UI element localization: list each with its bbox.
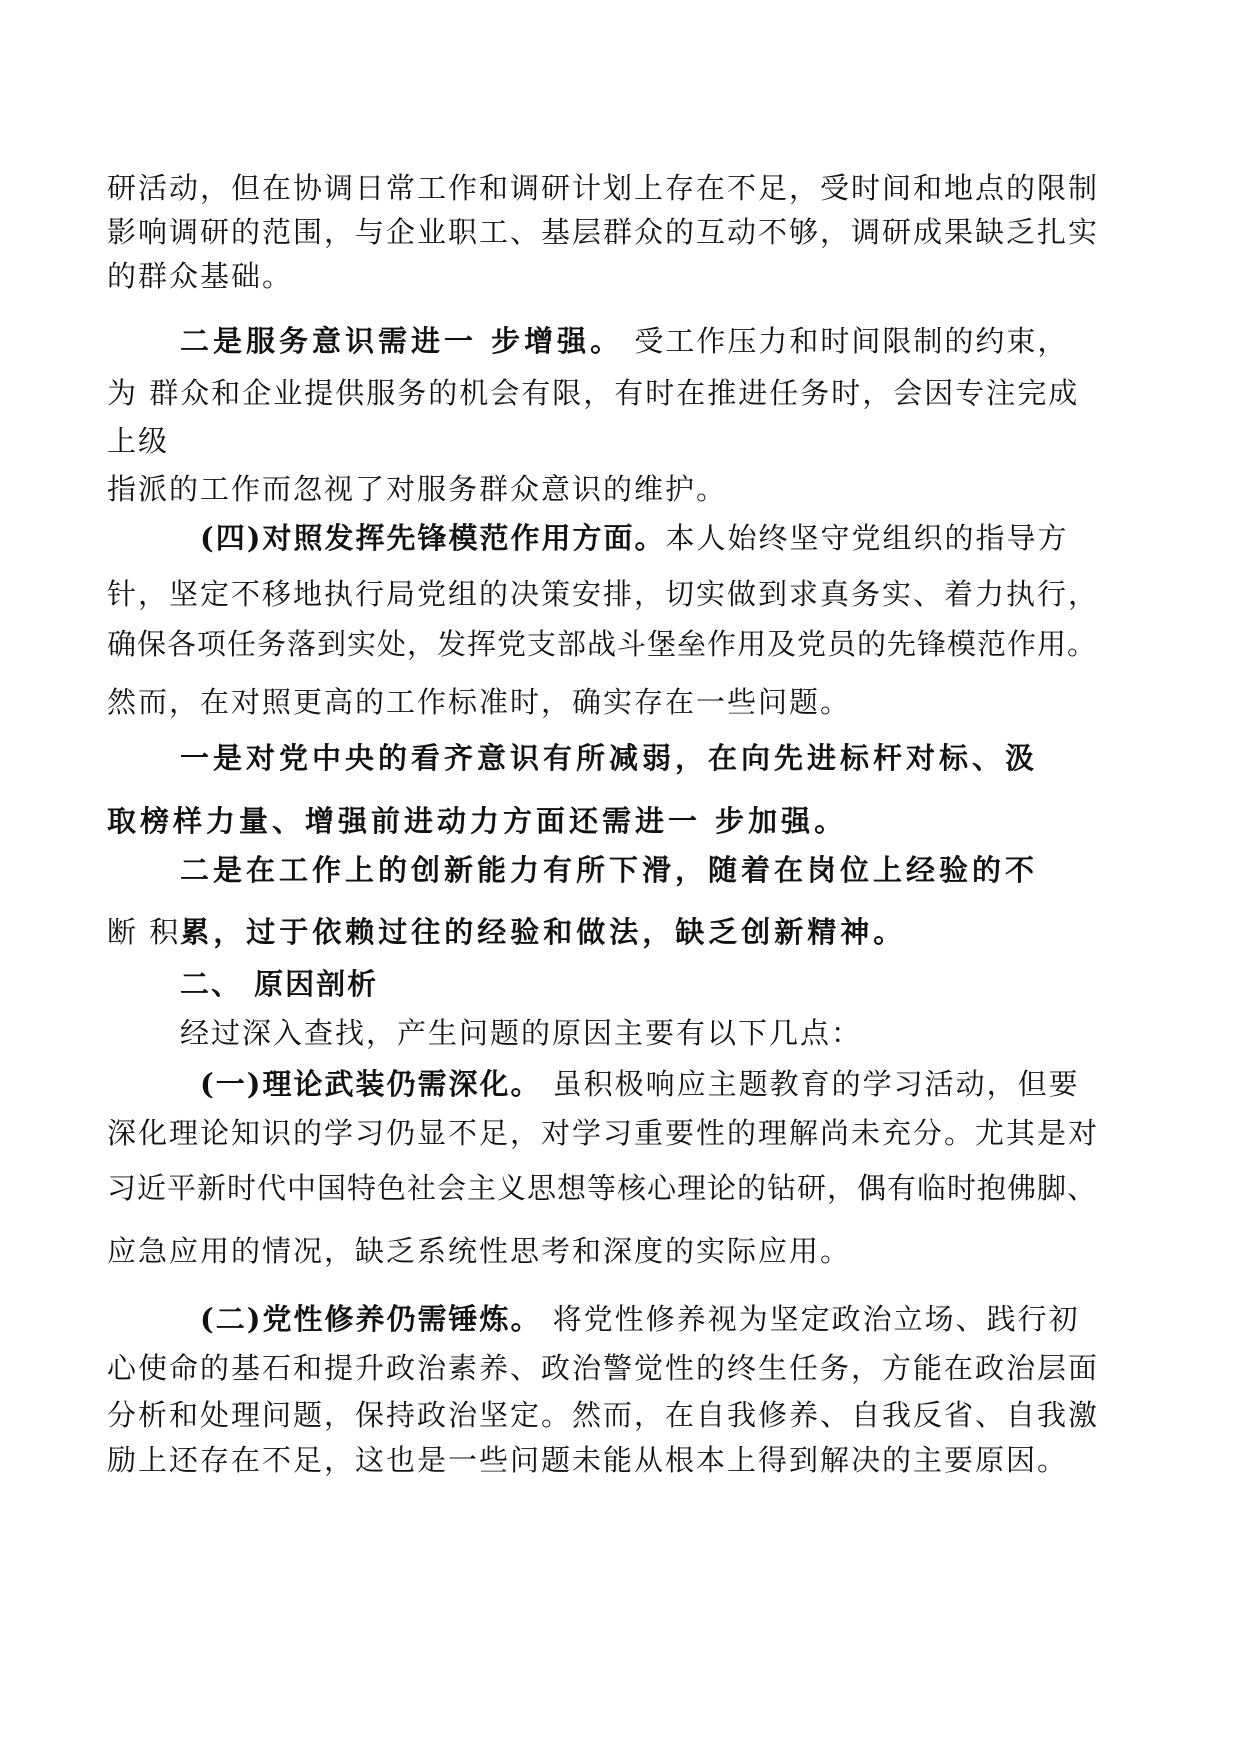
bold-heading: (二)党性修养仍需锤炼。 [200, 1302, 542, 1336]
paragraph-line [107, 914, 906, 950]
paragraph-line: 针，坚定不移地执行局党组的决策安排，切实做到求真务实、着力执行， [107, 577, 1100, 611]
section-heading: 二、 原因剖析 [180, 967, 379, 1001]
paragraph-line: 影响调研的范围，与企业职工、基层群众的互动不够，调研成果缺乏扎实 [107, 215, 1100, 249]
paragraph-line [200, 1066, 1080, 1102]
bold-paragraph-line: 一是对党中央的看齐意识有所减弱，在向先进标杆对标、汲 [180, 741, 1039, 775]
bold-heading: (一)理论武装仍需深化。 [200, 1067, 542, 1101]
bold-heading: 二是服务意识需进一 步增强。 [180, 324, 624, 358]
paragraph-line [200, 1301, 1080, 1337]
paragraph-line: 指派的工作而忽视了对服务群众意识的维护。 [107, 472, 728, 506]
paragraph-line: 经过深入查找，产生问题的原因主要有以下几点： [180, 1016, 863, 1050]
bold-paragraph-line: 二是在工作上的创新能力有所下滑，随着在岗位上经验的不 [180, 853, 1039, 887]
paragraph-text: 本人始终坚守党组织的指导方 [665, 521, 1069, 555]
paragraph-line: 深化理论知识的学习仍显不足，对学习重要性的理解尚未充分。尤其是对 [107, 1116, 1100, 1150]
paragraph-text: 虽积极响应主题教育的学习活动，但要 [541, 1067, 1080, 1101]
paragraph-line: 分析和处理问题，保持政治坚定。然而，在自我修养、自我反省、自我激 [107, 1398, 1100, 1432]
paragraph-line: 励上还存在不足，这也是一些问题未能从根本上得到解决的主要原因。 [107, 1443, 1069, 1477]
paragraph-line: 心使命的基石和提升政治素养、政治警觉性的终生任务，方能在政治层面 [107, 1351, 1100, 1385]
paragraph-line: 研活动，但在协调日常工作和调研计划上存在不足，受时间和地点的限制 [107, 171, 1100, 205]
paragraph-line: 然而，在对照更高的工作标准时，确实存在一些问题。 [107, 685, 852, 719]
paragraph-text: 将党性修养视为坚定政治立场、践行初 [541, 1302, 1080, 1336]
paragraph-line: 上级 [107, 424, 170, 458]
paragraph-line: 习近平新时代中国特色社会主义思想等核心理论的钻研，偶有临时抱佛脚、 [107, 1171, 1098, 1205]
paragraph-line: 应急应用的情况，缺乏系统性思考和深度的实际应用。 [107, 1234, 852, 1268]
paragraph-text: 断 积 [107, 915, 181, 949]
paragraph-line: 的群众基础。 [107, 259, 294, 293]
paragraph-text: 受工作压力和时间限制的约束， [623, 324, 1069, 358]
bold-text: 累，过于依赖过往的经验和做法，缺乏创新精神。 [180, 915, 907, 949]
paragraph-line: 为 群众和企业提供服务的机会有限，有时在推进任务时，会因专注完成 [107, 376, 1080, 410]
paragraph-line [180, 323, 1068, 359]
bold-heading: (四)对照发挥先锋模范作用方面。 [200, 521, 666, 555]
bold-paragraph-line: 取榜样力量、增强前进动力方面还需进一 步加强。 [107, 804, 848, 838]
paragraph-line: 确保各项任务落到实处，发挥党支部战斗堡垒作用及党员的先锋模范作用。 [107, 627, 1098, 661]
paragraph-line [200, 520, 1068, 556]
